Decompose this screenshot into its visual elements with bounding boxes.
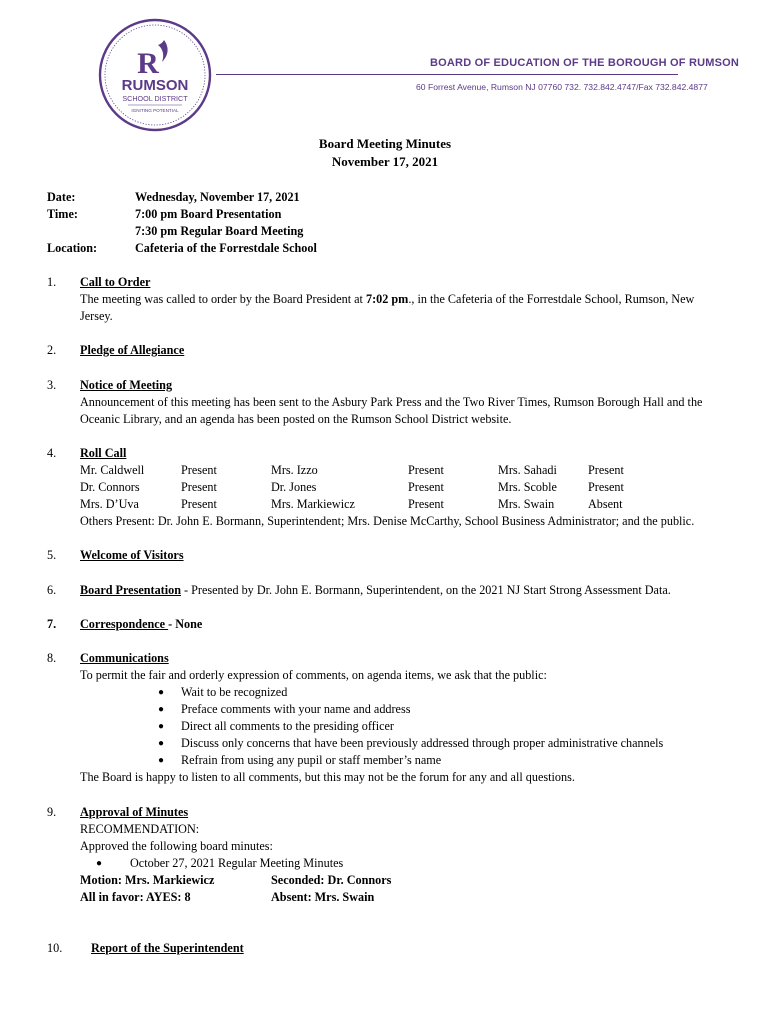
heading-pledge: Pledge of Allegiance <box>80 343 185 357</box>
item-number: 4. <box>47 446 57 460</box>
others-present: Others Present: Dr. John E. Bormann, Superintendent; Mrs. Denise McCarthy, School Business Administrator; and the public. <box>80 514 695 528</box>
logo-tagline: IGNITING POTENTIAL <box>131 108 179 113</box>
roll-name: Mrs. Scoble <box>498 480 557 494</box>
roll-status: Present <box>408 480 444 494</box>
item-number: 8. <box>47 651 57 665</box>
list-item: Refrain from using any pupil or staff member’s name <box>181 753 442 767</box>
page-date: November 17, 2021 <box>331 154 439 169</box>
presentation-line <box>80 583 671 598</box>
seconded-text: Seconded: Dr. Connors <box>271 873 392 887</box>
bullet-icon: ● <box>158 704 165 715</box>
roll-name: Dr. Connors <box>80 480 140 494</box>
district-logo <box>98 18 212 132</box>
logo-sub: SCHOOL DISTRICT <box>122 94 188 103</box>
time-value-meeting: 7:30 pm Regular Board Meeting <box>135 224 304 238</box>
presentation-text: - Presented by Dr. John E. Bormann, Superintendent, on the 2021 NJ Start Strong Assessment Data. <box>181 583 671 597</box>
heading-board-presentation: Board Presentation <box>80 583 181 597</box>
roll-status: Present <box>181 497 217 511</box>
roll-status: Present <box>181 463 217 477</box>
date-label: Date: <box>47 190 76 204</box>
item-number: 5. <box>47 548 57 562</box>
roll-status: Present <box>181 480 217 494</box>
letterhead-address: 60 Forrest Avenue, Rumson NJ 07760 732. 732.842.4747/Fax 732.842.4877 <box>416 82 708 92</box>
roll-name: Mr. Caldwell <box>80 463 145 477</box>
call-to-order-text: The meeting was called to order by the Board President at 7:02 pm., in the Cafeteria of the Forrestdale School, Rumson, New <box>80 292 695 306</box>
roll-name: Mrs. Izzo <box>271 463 318 477</box>
roll-name: Mrs. Sahadi <box>498 463 557 477</box>
bullet-icon: ● <box>158 738 165 749</box>
heading-communications: Communications <box>80 651 169 665</box>
heading-report-superintendent: Report of the Superintendent <box>91 941 244 955</box>
vote-text: All in favor: AYES: 8 <box>80 890 191 904</box>
roll-name: Mrs. D’Uva <box>80 497 139 511</box>
list-item: Wait to be recognized <box>181 685 288 699</box>
list-item: October 27, 2021 Regular Meeting Minutes <box>130 856 344 870</box>
roll-name: Mrs. Markiewicz <box>271 497 355 511</box>
roll-status: Present <box>588 463 624 477</box>
communications-closing: The Board is happy to listen to all comments, but this may not be the forum for any and all questions. <box>80 770 575 784</box>
recommendation-label: RECOMMENDATION: <box>80 822 200 836</box>
heading-welcome: Welcome of Visitors <box>80 548 184 562</box>
roll-name: Mrs. Swain <box>498 497 555 511</box>
date-value: Wednesday, November 17, 2021 <box>135 190 300 204</box>
item-number: 1. <box>47 275 57 289</box>
bullet-icon: ● <box>158 721 165 732</box>
item-number: 2. <box>47 343 57 357</box>
logo-name: RUMSON <box>121 77 189 94</box>
correspondence-text: - None <box>168 617 203 631</box>
roll-status: Present <box>408 497 444 511</box>
roll-status: Present <box>588 480 624 494</box>
heading-correspondence: Correspondence <box>80 617 169 631</box>
item-number: 9. <box>47 805 57 819</box>
call-to-order-text-cont: Jersey. <box>80 309 113 323</box>
bullet-icon: ● <box>96 858 103 869</box>
item-number: 3. <box>47 378 57 392</box>
logo-letter: R <box>137 47 159 80</box>
notice-text-1: Announcement of this meeting has been sent to the Asbury Park Press and the Two River Times, Rumson Borough Hall and the <box>80 395 703 409</box>
time-label: Time: <box>47 207 78 221</box>
list-item: Discuss only concerns that have been previously addressed through proper administrative channels <box>181 736 664 750</box>
roll-status: Absent <box>588 497 623 511</box>
item-number: 10. <box>47 941 63 955</box>
list-item: Preface comments with your name and address <box>181 702 411 716</box>
absent-text: Absent: Mrs. Swain <box>271 890 375 904</box>
roll-name: Dr. Jones <box>271 480 317 494</box>
flame-icon <box>158 40 168 62</box>
letterhead-org: BOARD OF EDUCATION OF THE BOROUGH OF RUMSON <box>430 57 740 69</box>
bullet-icon: ● <box>158 687 165 698</box>
communications-intro: To permit the fair and orderly expression of comments, on agenda items, we ask that the public: <box>80 668 547 682</box>
correspondence-line <box>80 617 202 632</box>
heading-approval-minutes: Approval of Minutes <box>80 805 189 819</box>
location-value: Cafeteria of the Forrestdale School <box>135 241 317 255</box>
time-value-presentation: 7:00 pm Board Presentation <box>135 207 282 221</box>
location-label: Location: <box>47 241 98 255</box>
bullet-icon: ● <box>158 755 165 766</box>
notice-text-2: Oceanic Library, and an agenda has been posted on the Rumson School District website. <box>80 412 512 426</box>
letterhead-rule <box>216 74 678 75</box>
roll-status: Present <box>408 463 444 477</box>
heading-roll-call: Roll Call <box>80 446 127 460</box>
approved-text: Approved the following board minutes: <box>80 839 273 853</box>
item-number: 6. <box>47 583 57 597</box>
list-item: Direct all comments to the presiding officer <box>181 719 394 733</box>
page-title: Board Meeting Minutes <box>318 136 452 151</box>
motion-text: Motion: Mrs. Markiewicz <box>80 873 215 887</box>
item-number: 7. <box>47 617 57 631</box>
heading-call-to-order: Call to Order <box>80 275 151 289</box>
heading-notice: Notice of Meeting <box>80 378 173 392</box>
